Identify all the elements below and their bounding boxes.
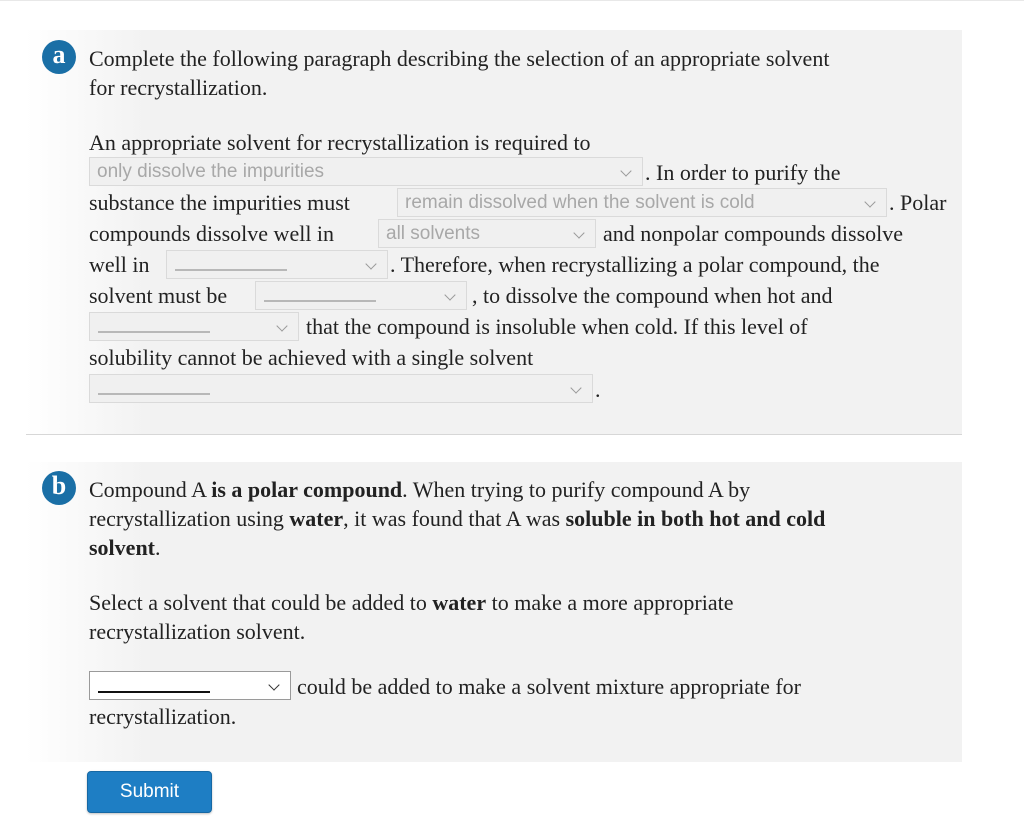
- chevron-down-icon: [365, 251, 379, 278]
- blank-placeholder: [98, 691, 210, 693]
- chevron-down-icon: [276, 313, 290, 340]
- para-line-5-before: well in: [89, 252, 150, 277]
- chevron-down-icon: [444, 282, 458, 309]
- blank-placeholder: [98, 331, 210, 333]
- chevron-down-icon: [864, 189, 878, 216]
- part-b-statement-line1: [89, 475, 750, 504]
- part-b-statement-line2: [89, 504, 825, 533]
- dropdown-2[interactable]: [397, 188, 887, 217]
- top-divider: [0, 0, 1024, 1]
- part-b-question-line1: [89, 588, 734, 617]
- dropdown-3[interactable]: [378, 219, 596, 248]
- bold-text: is a polar compound: [211, 477, 403, 502]
- part-b-statement-line3: [89, 533, 161, 562]
- dropdown-1-value: only dissolve the impurities: [97, 161, 325, 182]
- para-line-3-after: . Polar: [889, 190, 947, 215]
- dropdown-2-value: remain dissolved when the solvent is cold: [405, 192, 755, 213]
- para-line-9-period: .: [595, 377, 601, 402]
- dropdown-1[interactable]: [89, 157, 643, 186]
- bold-text: water: [289, 506, 344, 531]
- dropdown-6[interactable]: [89, 312, 299, 341]
- para-line-2-text: . In order to purify the: [645, 160, 841, 185]
- chevron-down-icon: [268, 672, 282, 699]
- chevron-down-icon: [620, 158, 634, 185]
- text: .: [155, 535, 161, 560]
- para-line-6-after: , to dissolve the compound when hot and: [472, 283, 833, 308]
- bold-text: soluble in both hot and cold: [565, 506, 826, 531]
- dropdown-4[interactable]: [166, 250, 388, 279]
- para-line-6-before: solvent must be: [89, 283, 228, 308]
- para-line-7-after: that the compound is insoluble when cold. If this level of: [306, 314, 808, 339]
- part-b-answer-line2: recrystallization.: [89, 704, 237, 729]
- text: Select a solvent that could be added to: [89, 590, 433, 615]
- text: Compound A: [89, 477, 212, 502]
- para-line-5-after: . Therefore, when recrystallizing a polar compound, the: [390, 252, 880, 277]
- bold-text: solvent: [89, 535, 155, 560]
- para-line-4-after: and nonpolar compounds dissolve: [603, 221, 904, 246]
- text: , it was found that A was: [343, 506, 566, 531]
- part-a-badge: a: [42, 40, 76, 74]
- blank-placeholder: [264, 300, 376, 302]
- submit-button[interactable]: Submit: [87, 771, 212, 813]
- dropdown-5[interactable]: [255, 281, 467, 310]
- part-a-prompt-line1: Complete the following paragraph describing the selection of an appropriate solvent: [89, 46, 830, 71]
- text: recrystallization using: [89, 506, 290, 531]
- bold-text: water: [432, 590, 487, 615]
- para-line-8: solubility cannot be achieved with a single solvent: [89, 345, 534, 370]
- part-b-question-line2: recrystallization solvent.: [89, 619, 306, 644]
- part-a-prompt-line2: for recrystallization.: [89, 75, 268, 100]
- chevron-down-icon: [570, 375, 584, 402]
- text: to make a more appropriate: [486, 590, 734, 615]
- para-line-4-before: compounds dissolve well in: [89, 221, 335, 246]
- part-b-badge: b: [42, 471, 76, 505]
- blank-placeholder: [175, 269, 287, 271]
- dropdown-7[interactable]: [89, 374, 593, 403]
- part-b-answer-line1: could be added to make a solvent mixture appropriate for: [297, 674, 801, 699]
- dropdown-3-value: all solvents: [386, 223, 480, 244]
- chevron-down-icon: [573, 220, 587, 247]
- solvent-dropdown[interactable]: [89, 671, 291, 700]
- para-line-3-before: substance the impurities must: [89, 190, 350, 215]
- para-line-1: An appropriate solvent for recrystallization is required to: [89, 130, 591, 155]
- text: . When trying to purify compound A by: [402, 477, 751, 502]
- blank-placeholder: [98, 393, 210, 395]
